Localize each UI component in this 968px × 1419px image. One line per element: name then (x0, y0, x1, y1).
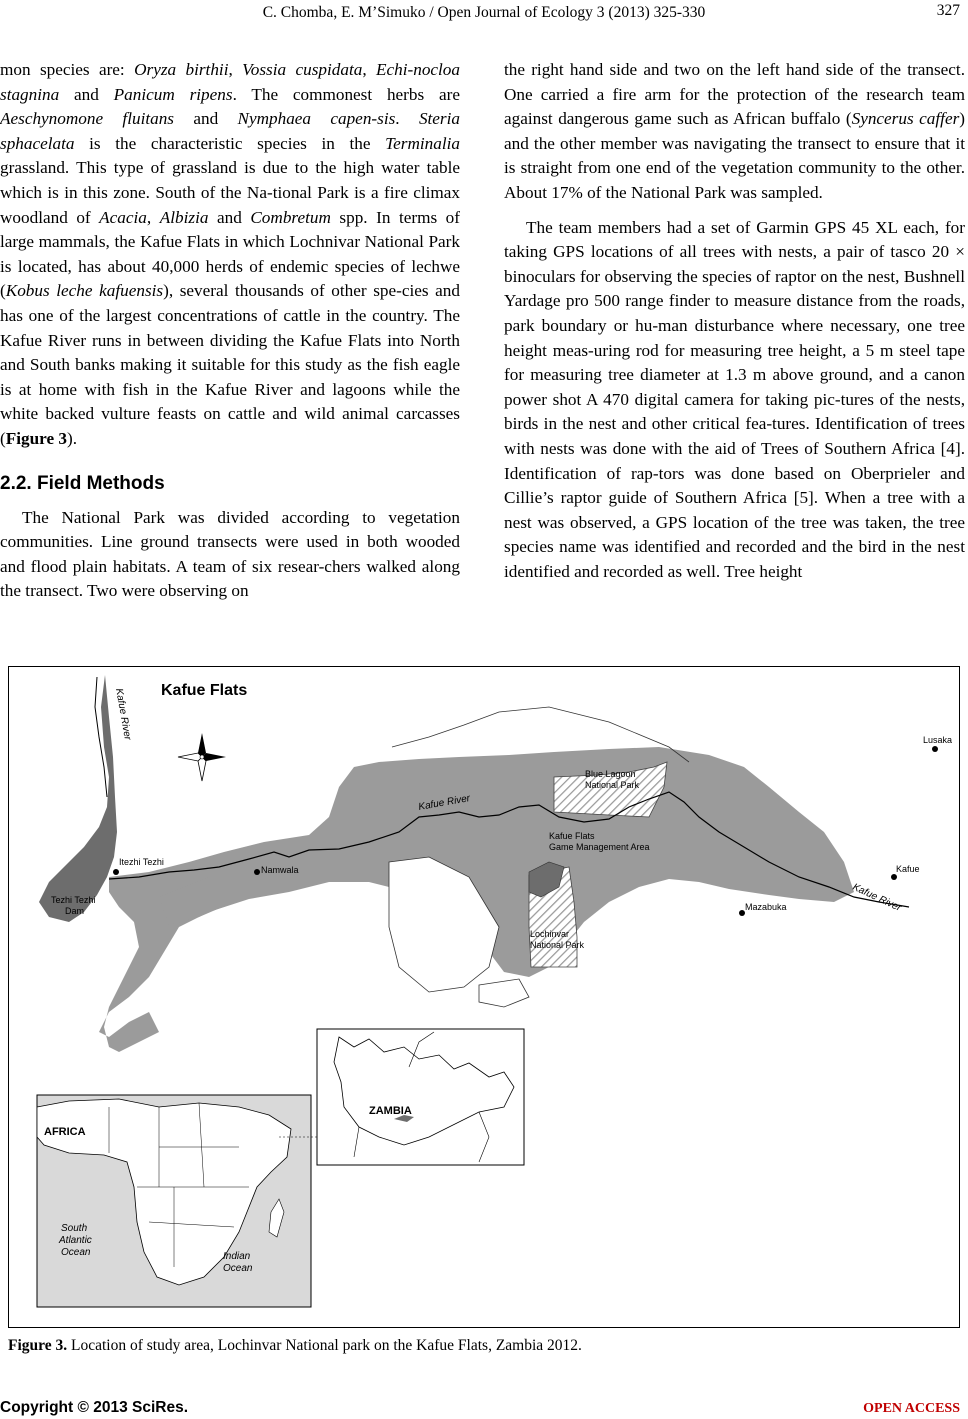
text-run: and (174, 109, 238, 129)
text-run: , (228, 60, 243, 79)
label-lochinvar-2: National Park (530, 940, 585, 950)
figure-reference-link[interactable]: Figure 3 (5, 428, 67, 448)
town-dot-kafue (891, 874, 897, 880)
species-name: Terminalia (385, 133, 460, 153)
label-lochinvar-1: Lochinvar (530, 929, 570, 939)
label-africa: AFRICA (44, 1126, 86, 1138)
text-run: , (146, 207, 160, 227)
text-run: . (395, 109, 419, 129)
text-run: grassland. This type of grassland is due to the high water table which is in this zone. South of the Na-tional Park is a fire climax woodland of (0, 158, 460, 227)
label-atlantic-1: South (61, 1223, 88, 1234)
running-title: C. Chomba, E. M’Simuko / Open Journal of Ecology 3 (2013) 325-330 (262, 4, 706, 21)
label-blue-lagoon-2: National Park (585, 780, 640, 790)
label-kafue-river-mid: Kafue River (417, 793, 471, 813)
species-name: Kobus leche kafuensis (5, 281, 164, 301)
label-atlantic-3: Ocean (61, 1247, 91, 1258)
species-name: Acacia (99, 207, 147, 227)
left-column (0, 58, 460, 604)
label-mazabuka: Mazabuka (745, 902, 787, 912)
africa-inset (37, 1095, 317, 1307)
label-kafue-river-top: Kafue River (113, 687, 133, 741)
text-run: the right hand side and two on the left hand side of the transect. One carried a fire arm for the protection of the research team against dangerous game such as African buffalo ( (504, 60, 965, 129)
species-name: Syncerus caffer (851, 109, 960, 129)
species-name: Combretum (250, 207, 331, 227)
label-atlantic-2: Atlantic (59, 1235, 92, 1246)
white-enclave-2 (479, 979, 529, 1007)
species-name: Oryza birthii (134, 60, 229, 79)
paragraph-transect (504, 58, 965, 206)
label-gma-1: Kafue Flats (549, 831, 595, 841)
section-heading: 2.2. Field Methods (0, 472, 165, 494)
text-run: , (362, 60, 376, 79)
paragraph-equipment: The team members had a set of Garmin GPS 45 XL each, for taking GPS locations of all trees with nests, a pair of tasco 20 × binoculars for observing the species of raptor on the nest, Bushnell Yardage pro 500 range finder to measure distance from the roads, park boundary or hu-man disturbance where necessary, one tree height meas-uring rod for measuring tree height, a 5 m steel tape for measuring tree diameter at 1.3 m above ground, and a canon power shot A 470 digital camera for taking pic-tures of the nests, birds in the nest and other critical fea-tures. Identification of trees with nests was done with the aid of Trees of Southern Africa [4]. Identification of rap-tors was done based on Oberprieler and Cillie’s raptor guide of Southern Africa [5]. When a tree with a nest was observed, a GPS location of the tree was taken, the tree species name was identified and recorded and the bird in the nest identified and recorded as well. Tree height (504, 217, 965, 581)
page-number: 327 (936, 2, 960, 19)
species-name: Nymphaea capen-sis (237, 109, 396, 129)
caption-text: Location of study area, Lochinvar National park on the Kafue Flats, Zambia 2012. (67, 1337, 582, 1354)
text-run: ), several thousands of other spe-cies and has one of the largest concentrations of cattle in the country. The Kafue River runs in between dividing the Kafue Flats into North and South banks making it suitable for this study as the fish eagle is at home with fish in the Kafue River and lagoons while the white backed vulture feasts on cattle and wild animal carcasses ( (0, 281, 460, 448)
text-run: and (59, 84, 114, 104)
species-name: Aeschynomone fluitans (0, 109, 174, 129)
text-run: ) and the other member was navigating the transect to ensure that it is straight from one end of the vegetation community to the other. About 17% of the National Park was sampled. (504, 109, 965, 202)
label-indian-1: Indian (223, 1251, 251, 1262)
species-name: Panicum ripens (113, 84, 233, 104)
town-dot-lusaka (932, 746, 938, 752)
map-svg (9, 667, 959, 1327)
north-arrow-icon (178, 733, 226, 781)
town-dot-namwala (254, 869, 260, 875)
label-dam-2: Dam (65, 906, 85, 916)
label-lusaka: Lusaka (923, 735, 953, 745)
label-zambia: ZAMBIA (369, 1105, 412, 1117)
text-run: is the characteristic species in the (74, 133, 386, 153)
label-namwala: Namwala (261, 865, 299, 875)
paragraph-vegetation (0, 58, 460, 452)
species-name: Echi-nocloa stagnina (0, 60, 460, 104)
copyright-notice: Copyright © 2013 SciRes. (0, 1399, 189, 1416)
figure-map (8, 666, 960, 1328)
paragraph-field-methods: The National Park was divided according to vegetation communities. Line ground transects were used in both wooded and flood plain habitats. A team of six resear-chers walked along the transect. Two were observing on (0, 507, 460, 601)
label-kafue-river-right: Kafue River (850, 881, 903, 914)
right-column (504, 58, 965, 584)
label-dam-1: Tezhi Tezhi (51, 895, 96, 905)
text-run: spp. In terms of large mammals, the Kafue Flats in which Lochnivar National Park is located, has about 40,000 herds of endemic species of lechwe ( (0, 207, 460, 301)
page-header (0, 2, 968, 26)
zambia-inset (317, 1029, 524, 1165)
text-run: . The commonest herbs are (232, 84, 460, 104)
label-kafue: Kafue (896, 864, 920, 874)
open-access-link[interactable]: OPEN ACCESS (863, 1401, 960, 1416)
label-indian-2: Ocean (223, 1263, 253, 1274)
label-blue-lagoon-1: Blue Lagoon (585, 769, 636, 779)
species-name: Steria sphacelata (0, 109, 460, 153)
text-run: and (208, 207, 251, 227)
species-name: Vossia cuspidata (242, 60, 363, 79)
text-run: mon species are: (0, 60, 135, 79)
caption-label: Figure 3. (8, 1337, 68, 1354)
town-dot-itezhi (113, 869, 119, 875)
figure-caption (8, 1337, 582, 1355)
label-itezhi-tezhi: Itezhi Tezhi (119, 857, 164, 867)
species-name: Albizia (159, 207, 209, 227)
text-run: ). (67, 428, 78, 448)
map-title: Kafue Flats (161, 682, 248, 699)
label-gma-2: Game Management Area (549, 842, 650, 852)
itezhi-tezhi-lake (39, 675, 117, 922)
